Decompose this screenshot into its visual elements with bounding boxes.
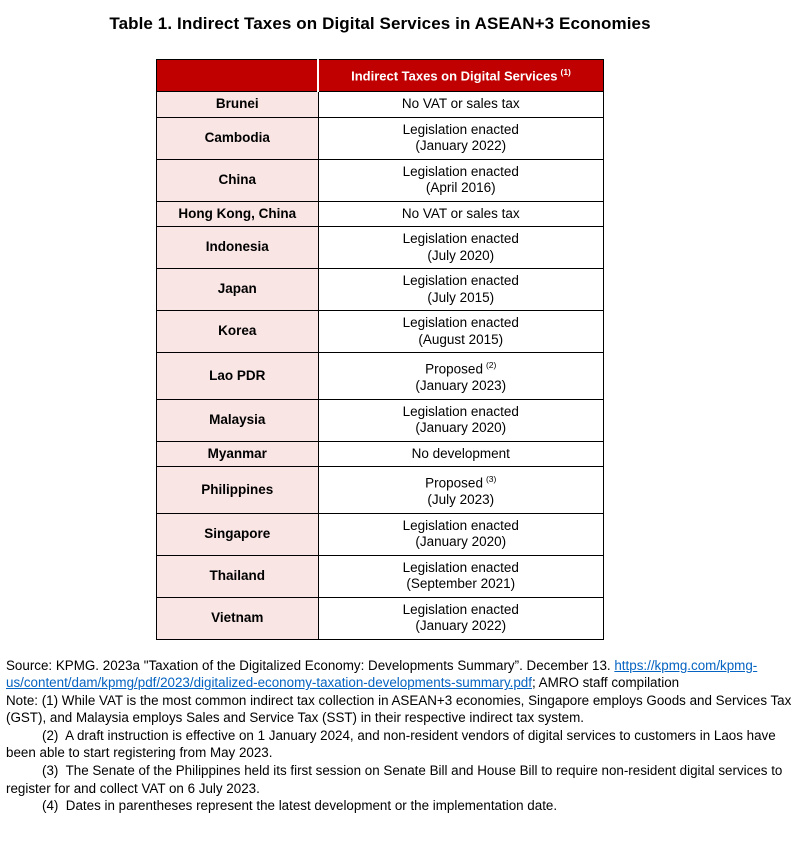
document-content [0,14,760,640]
status-line1: Legislation enacted [402,315,519,330]
country-cell: Lao PDR [157,353,319,400]
table-row [157,311,604,353]
status-cell [318,159,604,201]
source-note [6,657,795,692]
indirect-taxes-table [156,59,604,640]
country-cell: Singapore [157,513,319,555]
status-footnote-ref: (3) [485,474,497,484]
country-cell: Myanmar [157,441,319,467]
status-line2: (January 2020) [415,420,507,435]
status-line1: No VAT or sales tax [401,205,520,221]
status-line2: (January 2022) [415,138,507,153]
note-2: (2) A draft instruction is effective on 1 January 2024, and non-resident vendors of digital services to customers in Laos have been able to start registering from May 2023. [6,727,780,761]
country-cell: Indonesia [157,227,319,269]
status-line1: Proposed [425,361,483,377]
note-4: (4) Dates in parentheses represent the latest development or the implementation date. [42,798,558,814]
country-cell: Japan [157,269,319,311]
status-line1: Legislation enacted [402,273,519,288]
table-row [157,555,604,597]
status-cell [318,311,604,353]
country-cell: Vietnam [157,597,319,639]
country-cell: Brunei [157,92,319,118]
status-line1: Legislation enacted [402,121,519,137]
status-line1: Legislation enacted [402,163,519,179]
status-line2: (July 2023) [427,492,495,507]
source-text-suffix: ; AMRO staff compilation [531,675,680,691]
status-line2: (April 2016) [425,180,496,195]
page-title: Table 1. Indirect Taxes on Digital Services in ASEAN+3 Economies [109,14,651,33]
country-cell: Malaysia [157,399,319,441]
status-cell [318,117,604,159]
status-cell [318,467,604,514]
status-cell [318,92,604,118]
country-cell: Philippines [157,467,319,514]
status-line1: Legislation enacted [402,403,519,419]
status-footnote-ref: (2) [485,360,497,370]
status-cell [318,597,604,639]
source-text-prefix: Source: KPMG. 2023a "Taxation of the Digitalized Economy: Developments Summary”. December 13. [6,657,615,673]
note-3: (3) The Senate of the Philippines held its first session on Senate Bill and House Bill to require non-resident digital services to register for and collect VAT on 6 July 2023. [6,763,787,796]
status-cell [318,201,604,227]
table-row [157,227,604,269]
table-row [157,159,604,201]
header-row [157,60,604,92]
status-cell [318,399,604,441]
status-cell [318,269,604,311]
status-line2: (July 2015) [427,289,495,305]
status-cell [318,353,604,400]
status-line1: Legislation enacted [402,517,519,533]
status-line1: Proposed [425,475,483,491]
status-cell [318,441,604,467]
header-label: Indirect Taxes on Digital Services [351,68,558,84]
header-country-cell [157,60,319,92]
status-line1: No development [411,445,510,461]
table-row [157,92,604,118]
status-line2: (January 2023) [415,378,507,393]
status-line2: (September 2021) [406,576,516,591]
header-footnote-ref: (1) [560,67,571,78]
table-row [157,201,604,227]
table-row [157,117,604,159]
header-status-cell [318,60,604,92]
table-row [157,269,604,311]
status-line1: Legislation enacted [402,559,519,575]
status-line1: Legislation enacted [402,231,519,246]
country-cell: Thailand [157,555,319,597]
status-line2: (August 2015) [418,331,504,347]
status-line2: (January 2022) [415,618,507,633]
table-row [157,513,604,555]
status-cell [318,513,604,555]
table-row [157,441,604,467]
status-line2: (January 2020) [415,534,507,549]
country-cell: China [157,159,319,201]
table-row [157,353,604,400]
status-line1: No VAT or sales tax [401,96,520,111]
country-cell: Korea [157,311,319,353]
status-cell [318,555,604,597]
table-row [157,597,604,639]
table-row [157,399,604,441]
table-row [157,467,604,514]
source-link[interactable]: https://kpmg.com/kpmg-us/content/dam/kpmg/pdf/2023/digitalized-economy-taxation-developments-summary.pdf [6,657,758,691]
table-body [157,92,604,640]
note-1: Note: (1) While VAT is the most common indirect tax collection in ASEAN+3 economies, Singapore employs Goods and Services Tax (GST), and Malaysia employs Sales and Service Tax (SST) in their respective indirect tax system. [6,692,796,726]
status-cell [318,227,604,269]
status-line2: (July 2020) [427,247,495,263]
country-cell: Cambodia [157,117,319,159]
country-cell: Hong Kong, China [157,201,319,227]
footnotes [0,657,802,815]
status-line1: Legislation enacted [402,601,519,617]
